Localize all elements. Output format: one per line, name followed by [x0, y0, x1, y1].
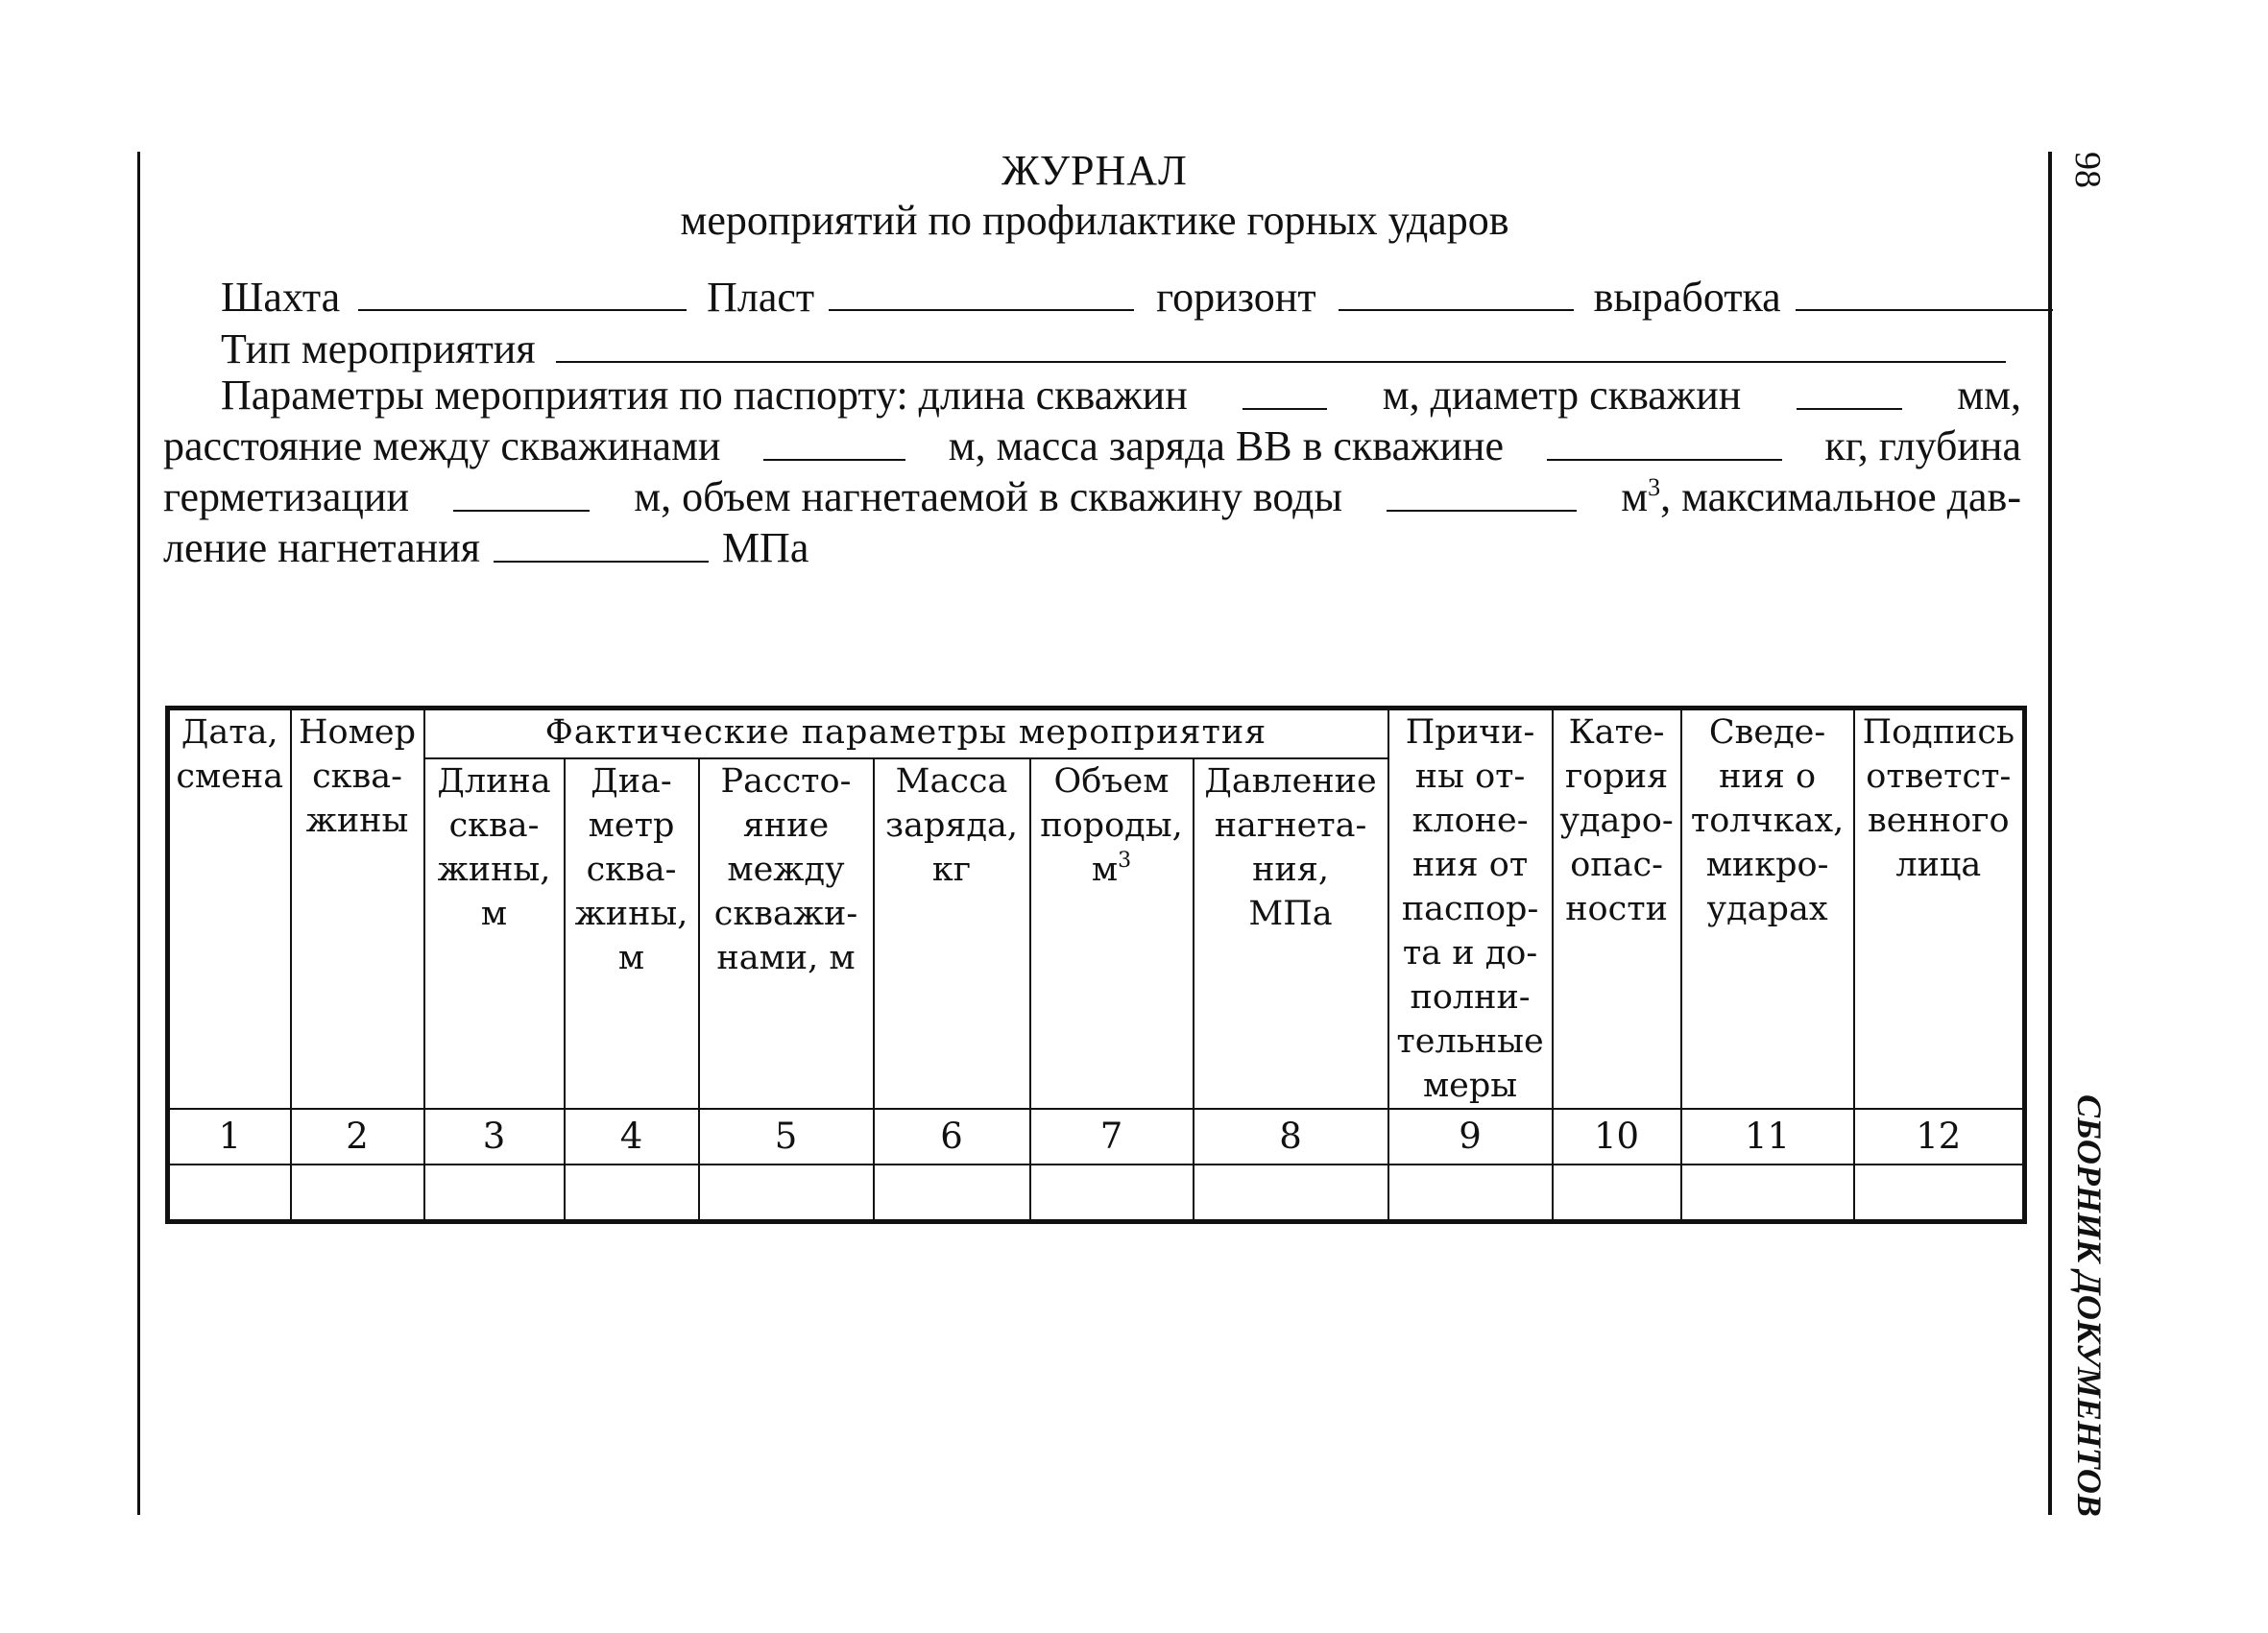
column-number: 12 — [1854, 1109, 2025, 1165]
water-unit-power: 3 — [1648, 473, 1661, 501]
params-water-label: м, объем нагнетаемой в скважину воды — [634, 473, 1343, 520]
col-length-header: Длина сква- жины, м — [424, 758, 565, 1109]
column-number: 10 — [1553, 1109, 1681, 1165]
document-subtitle: мероприятий по профилактике горных ударов — [680, 197, 1509, 244]
form-line-mine — [221, 271, 2021, 324]
col-charge-header: Масса заряда, кг — [874, 758, 1030, 1109]
document-title: ЖУРНАЛ — [1001, 147, 1188, 194]
form-line-type — [221, 323, 2021, 376]
table-row — [168, 1165, 2025, 1222]
params-length-label: Параметры мероприятия по паспорту: длина скважин — [221, 372, 1188, 419]
params-line-2 — [163, 420, 2021, 471]
column-number-row — [168, 1109, 2025, 1165]
table-cell-signature[interactable] — [1854, 1165, 2025, 1222]
params-depth-label: кг, глубина — [1824, 422, 2021, 469]
table-cell-spacing[interactable] — [699, 1165, 874, 1222]
col-reasons-header: Причи- ны от- клоне- ния от паспор- та и до- полни- тельные меры — [1388, 708, 1553, 1110]
params-line-1 — [163, 370, 2021, 420]
params-charge-label: м, масса заряда ВВ в скважине — [948, 422, 1505, 469]
col-volume-text: Объем породы, м — [1040, 761, 1183, 889]
col-well-number-header: Номер сква- жины — [291, 708, 424, 1110]
table-cell-charge[interactable] — [874, 1165, 1030, 1222]
water-unit-base: м — [1621, 473, 1649, 520]
table-cell-pressure[interactable] — [1194, 1165, 1388, 1222]
table-cell-diameter[interactable] — [565, 1165, 699, 1222]
params-line-3 — [163, 471, 2021, 522]
sealing-field[interactable] — [453, 471, 590, 512]
col-volume-power: 3 — [1118, 848, 1132, 873]
mine-field[interactable] — [358, 271, 687, 311]
seam-field[interactable] — [829, 271, 1134, 311]
col-info-header: Сведе- ния о толчках, микро- ударах — [1681, 708, 1854, 1110]
column-number: 9 — [1388, 1109, 1553, 1165]
column-number: 4 — [565, 1109, 699, 1165]
right-margin-rule — [2048, 152, 2052, 1515]
table-cell-length[interactable] — [424, 1165, 565, 1222]
charge-field[interactable] — [1547, 420, 1782, 461]
column-number: 6 — [874, 1109, 1030, 1165]
mine-label: Шахта — [221, 274, 341, 321]
column-number: 1 — [168, 1109, 291, 1165]
page-number: 98 — [2067, 152, 2108, 188]
working-label: выработка — [1593, 274, 1781, 321]
water-volume-field[interactable] — [1387, 471, 1577, 512]
max-pressure-label: , максимальное дав- — [1660, 473, 2021, 520]
column-number: 11 — [1681, 1109, 1854, 1165]
params-diameter-unit: мм, — [1957, 372, 2021, 419]
working-field[interactable] — [1796, 271, 2053, 311]
col-volume-header — [1030, 758, 1194, 1109]
params-sealing-label: герметизации — [163, 473, 410, 520]
params-diameter-label: м, диаметр скважин — [1382, 372, 1742, 419]
column-number: 5 — [699, 1109, 874, 1165]
params-pressure-unit: МПа — [721, 524, 809, 571]
params-water-unit — [1621, 471, 2021, 522]
type-label: Тип мероприятия — [221, 325, 536, 372]
column-number: 2 — [291, 1109, 424, 1165]
params-injection-label: ление нагнетания — [163, 524, 480, 571]
horizon-field[interactable] — [1339, 271, 1574, 311]
injection-pressure-field[interactable] — [494, 522, 709, 563]
diameter-field[interactable] — [1797, 370, 1902, 410]
table-cell-info[interactable] — [1681, 1165, 1854, 1222]
table-cell-volume[interactable] — [1030, 1165, 1194, 1222]
col-signature-header: Подпись ответст- венного лица — [1854, 708, 2025, 1110]
table-cell-well-number[interactable] — [291, 1165, 424, 1222]
column-number: 7 — [1030, 1109, 1194, 1165]
type-field[interactable] — [556, 323, 2006, 363]
table-cell-reasons[interactable] — [1388, 1165, 1553, 1222]
table-cell-category[interactable] — [1553, 1165, 1681, 1222]
table-cell-date[interactable] — [168, 1165, 291, 1222]
running-title: СБОРНИК ДОКУМЕНТОВ — [2070, 1094, 2109, 1517]
length-field[interactable] — [1243, 370, 1327, 410]
left-margin-rule — [137, 152, 140, 1515]
passport-parameters — [163, 370, 2021, 573]
params-spacing-label: расстояние между скважинами — [163, 422, 721, 469]
seam-label: Пласт — [707, 274, 815, 321]
col-date-header: Дата, смена — [168, 708, 291, 1110]
journal-table — [165, 706, 2027, 1224]
horizon-label: горизонт — [1156, 274, 1316, 321]
params-line-4 — [163, 522, 2021, 573]
actual-parameters-group-header: Фактические параметры мероприятия — [424, 708, 1388, 758]
col-spacing-header: Рассто- яние между скважи- нами, м — [699, 758, 874, 1109]
col-pressure-header: Давление нагнета- ния, МПа — [1194, 758, 1388, 1109]
column-number: 3 — [424, 1109, 565, 1165]
col-diameter-header: Диа- метр сква- жины, м — [565, 758, 699, 1109]
spacing-field[interactable] — [763, 420, 905, 461]
col-category-header: Кате- гория ударо- опас- ности — [1553, 708, 1681, 1110]
column-number: 8 — [1194, 1109, 1388, 1165]
